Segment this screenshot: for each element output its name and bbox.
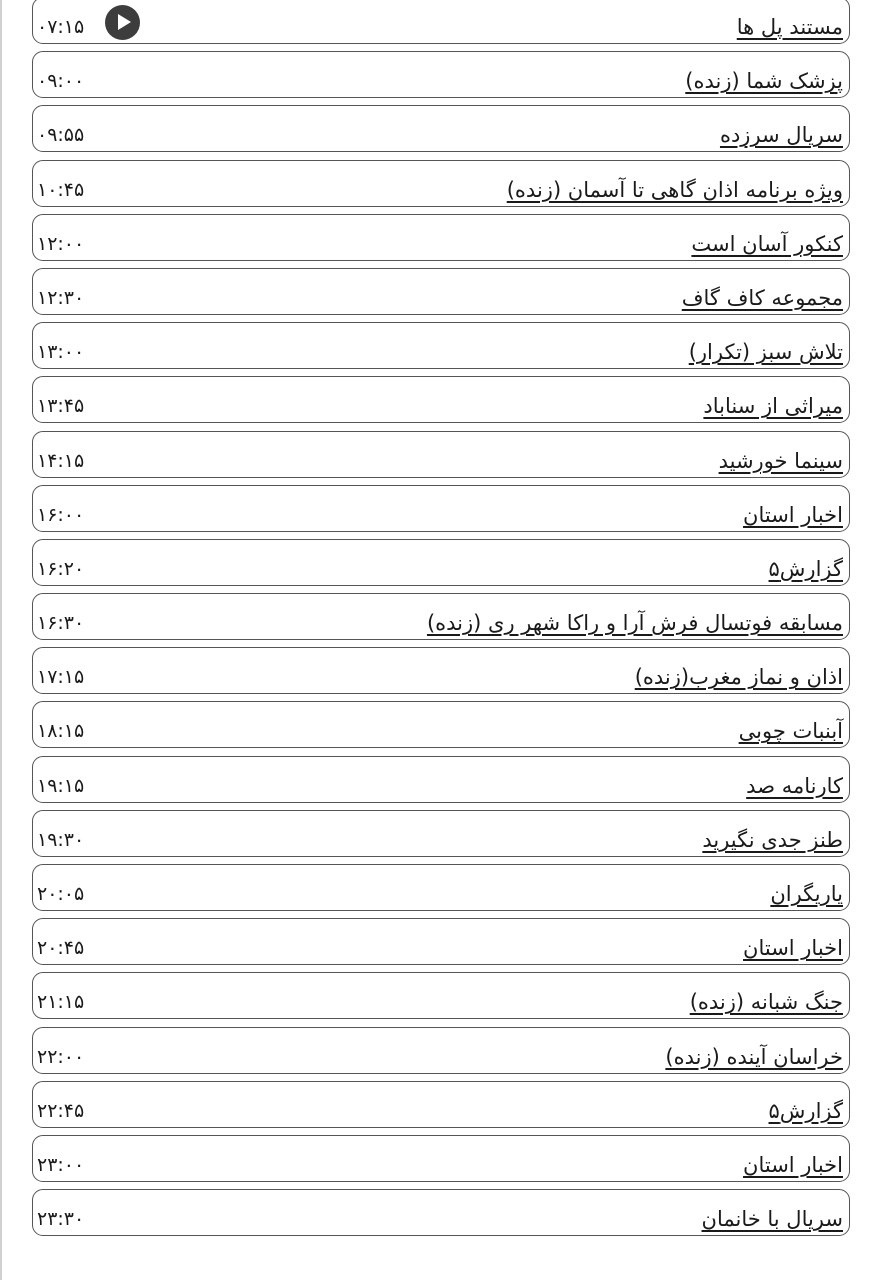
program-title[interactable]: تلاش سبز (تکرار): [688, 340, 843, 365]
schedule-item[interactable]: [32, 864, 850, 911]
program-time: ۲۳:۳۰: [37, 1208, 85, 1231]
program-title[interactable]: یاریگران: [770, 882, 843, 906]
schedule-item[interactable]: [32, 431, 850, 478]
schedule-item[interactable]: [32, 0, 850, 44]
program-title[interactable]: اخبار استان: [743, 1152, 843, 1177]
program-title[interactable]: طنز جدی نگیرید: [702, 827, 843, 852]
program-time: ۲۲:۰۰: [37, 1045, 85, 1068]
schedule-item[interactable]: [32, 160, 850, 207]
schedule-item[interactable]: [32, 268, 850, 315]
program-title[interactable]: میراثی از سناباد: [703, 394, 843, 419]
program-title[interactable]: گزارش۵: [768, 556, 843, 581]
program-title[interactable]: اذان و نماز مغرب(زنده): [634, 665, 843, 690]
program-title[interactable]: مسابقه فوتسال فرش آرا و راکا شهر ری (زنده): [426, 611, 843, 636]
program-time: ۱۲:۰۰: [37, 232, 85, 255]
program-time: ۲۰:۴۵: [37, 937, 85, 960]
program-time: ۱۲:۳۰: [37, 286, 85, 309]
program-time: ۰۹:۵۵: [37, 124, 85, 147]
program-time: ۱۹:۳۰: [37, 828, 85, 851]
schedule-item[interactable]: [32, 539, 850, 586]
schedule-item[interactable]: [32, 214, 850, 261]
schedule-item[interactable]: [32, 1081, 850, 1128]
play-icon[interactable]: [105, 5, 140, 40]
program-title[interactable]: گزارش۵: [768, 1098, 843, 1123]
schedule-item[interactable]: [32, 485, 850, 532]
program-title[interactable]: مستند پل ها: [736, 15, 843, 39]
program-time: ۰۷:۱۵: [37, 16, 85, 38]
program-title[interactable]: سریال سرزده: [719, 123, 843, 148]
program-time: ۱۶:۳۰: [37, 612, 85, 635]
schedule-list: [32, 0, 850, 1243]
program-time: ۱۰:۴۵: [37, 178, 85, 201]
program-time: ۱۸:۱۵: [37, 720, 85, 743]
schedule-item[interactable]: [32, 810, 850, 857]
schedule-item[interactable]: [32, 105, 850, 152]
program-title[interactable]: جنگ شبانه (زنده): [689, 990, 843, 1015]
schedule-item[interactable]: [32, 1189, 850, 1236]
program-title[interactable]: کنکور آسان است: [691, 231, 843, 256]
program-time: ۲۳:۰۰: [37, 1153, 85, 1176]
program-title[interactable]: پزشک شما (زنده): [685, 69, 843, 94]
program-time: ۱۴:۱۵: [37, 449, 85, 472]
schedule-item[interactable]: [32, 756, 850, 803]
schedule-item[interactable]: [32, 972, 850, 1019]
program-time: ۱۳:۴۵: [37, 395, 85, 418]
program-title[interactable]: سریال با خانمان: [701, 1207, 843, 1232]
program-time: ۱۶:۰۰: [37, 503, 85, 526]
program-title[interactable]: خراسان آینده (زنده): [665, 1044, 843, 1069]
schedule-item[interactable]: [32, 1027, 850, 1074]
schedule-item[interactable]: [32, 51, 850, 98]
program-title[interactable]: سینما خورشید: [718, 448, 843, 473]
program-title[interactable]: کارنامه صد: [746, 773, 843, 798]
program-title[interactable]: اخبار استان: [743, 502, 843, 527]
program-time: ۲۱:۱۵: [37, 991, 85, 1014]
schedule-item[interactable]: [32, 1135, 850, 1182]
program-title[interactable]: اخبار استان: [743, 936, 843, 961]
schedule-item[interactable]: [32, 376, 850, 423]
left-edge-divider: [0, 0, 2, 1280]
program-time: ۱۳:۰۰: [37, 341, 85, 364]
program-time: ۱۷:۱۵: [37, 666, 85, 689]
program-time: ۱۶:۲۰: [37, 557, 85, 580]
program-title[interactable]: آبنبات چوبی: [738, 719, 843, 744]
program-time: ۲۲:۴۵: [37, 1099, 85, 1122]
program-title[interactable]: مجموعه کاف گاف: [681, 285, 843, 310]
schedule-item[interactable]: [32, 918, 850, 965]
program-time: ۲۰:۰۵: [37, 883, 85, 905]
program-time: ۰۹:۰۰: [37, 70, 85, 93]
schedule-item[interactable]: [32, 322, 850, 369]
schedule-item[interactable]: [32, 701, 850, 748]
schedule-item[interactable]: [32, 647, 850, 694]
program-title[interactable]: ویژه برنامه اذان گاهی تا آسمان (زنده): [506, 177, 843, 202]
schedule-item[interactable]: [32, 593, 850, 640]
program-time: ۱۹:۱۵: [37, 774, 85, 797]
